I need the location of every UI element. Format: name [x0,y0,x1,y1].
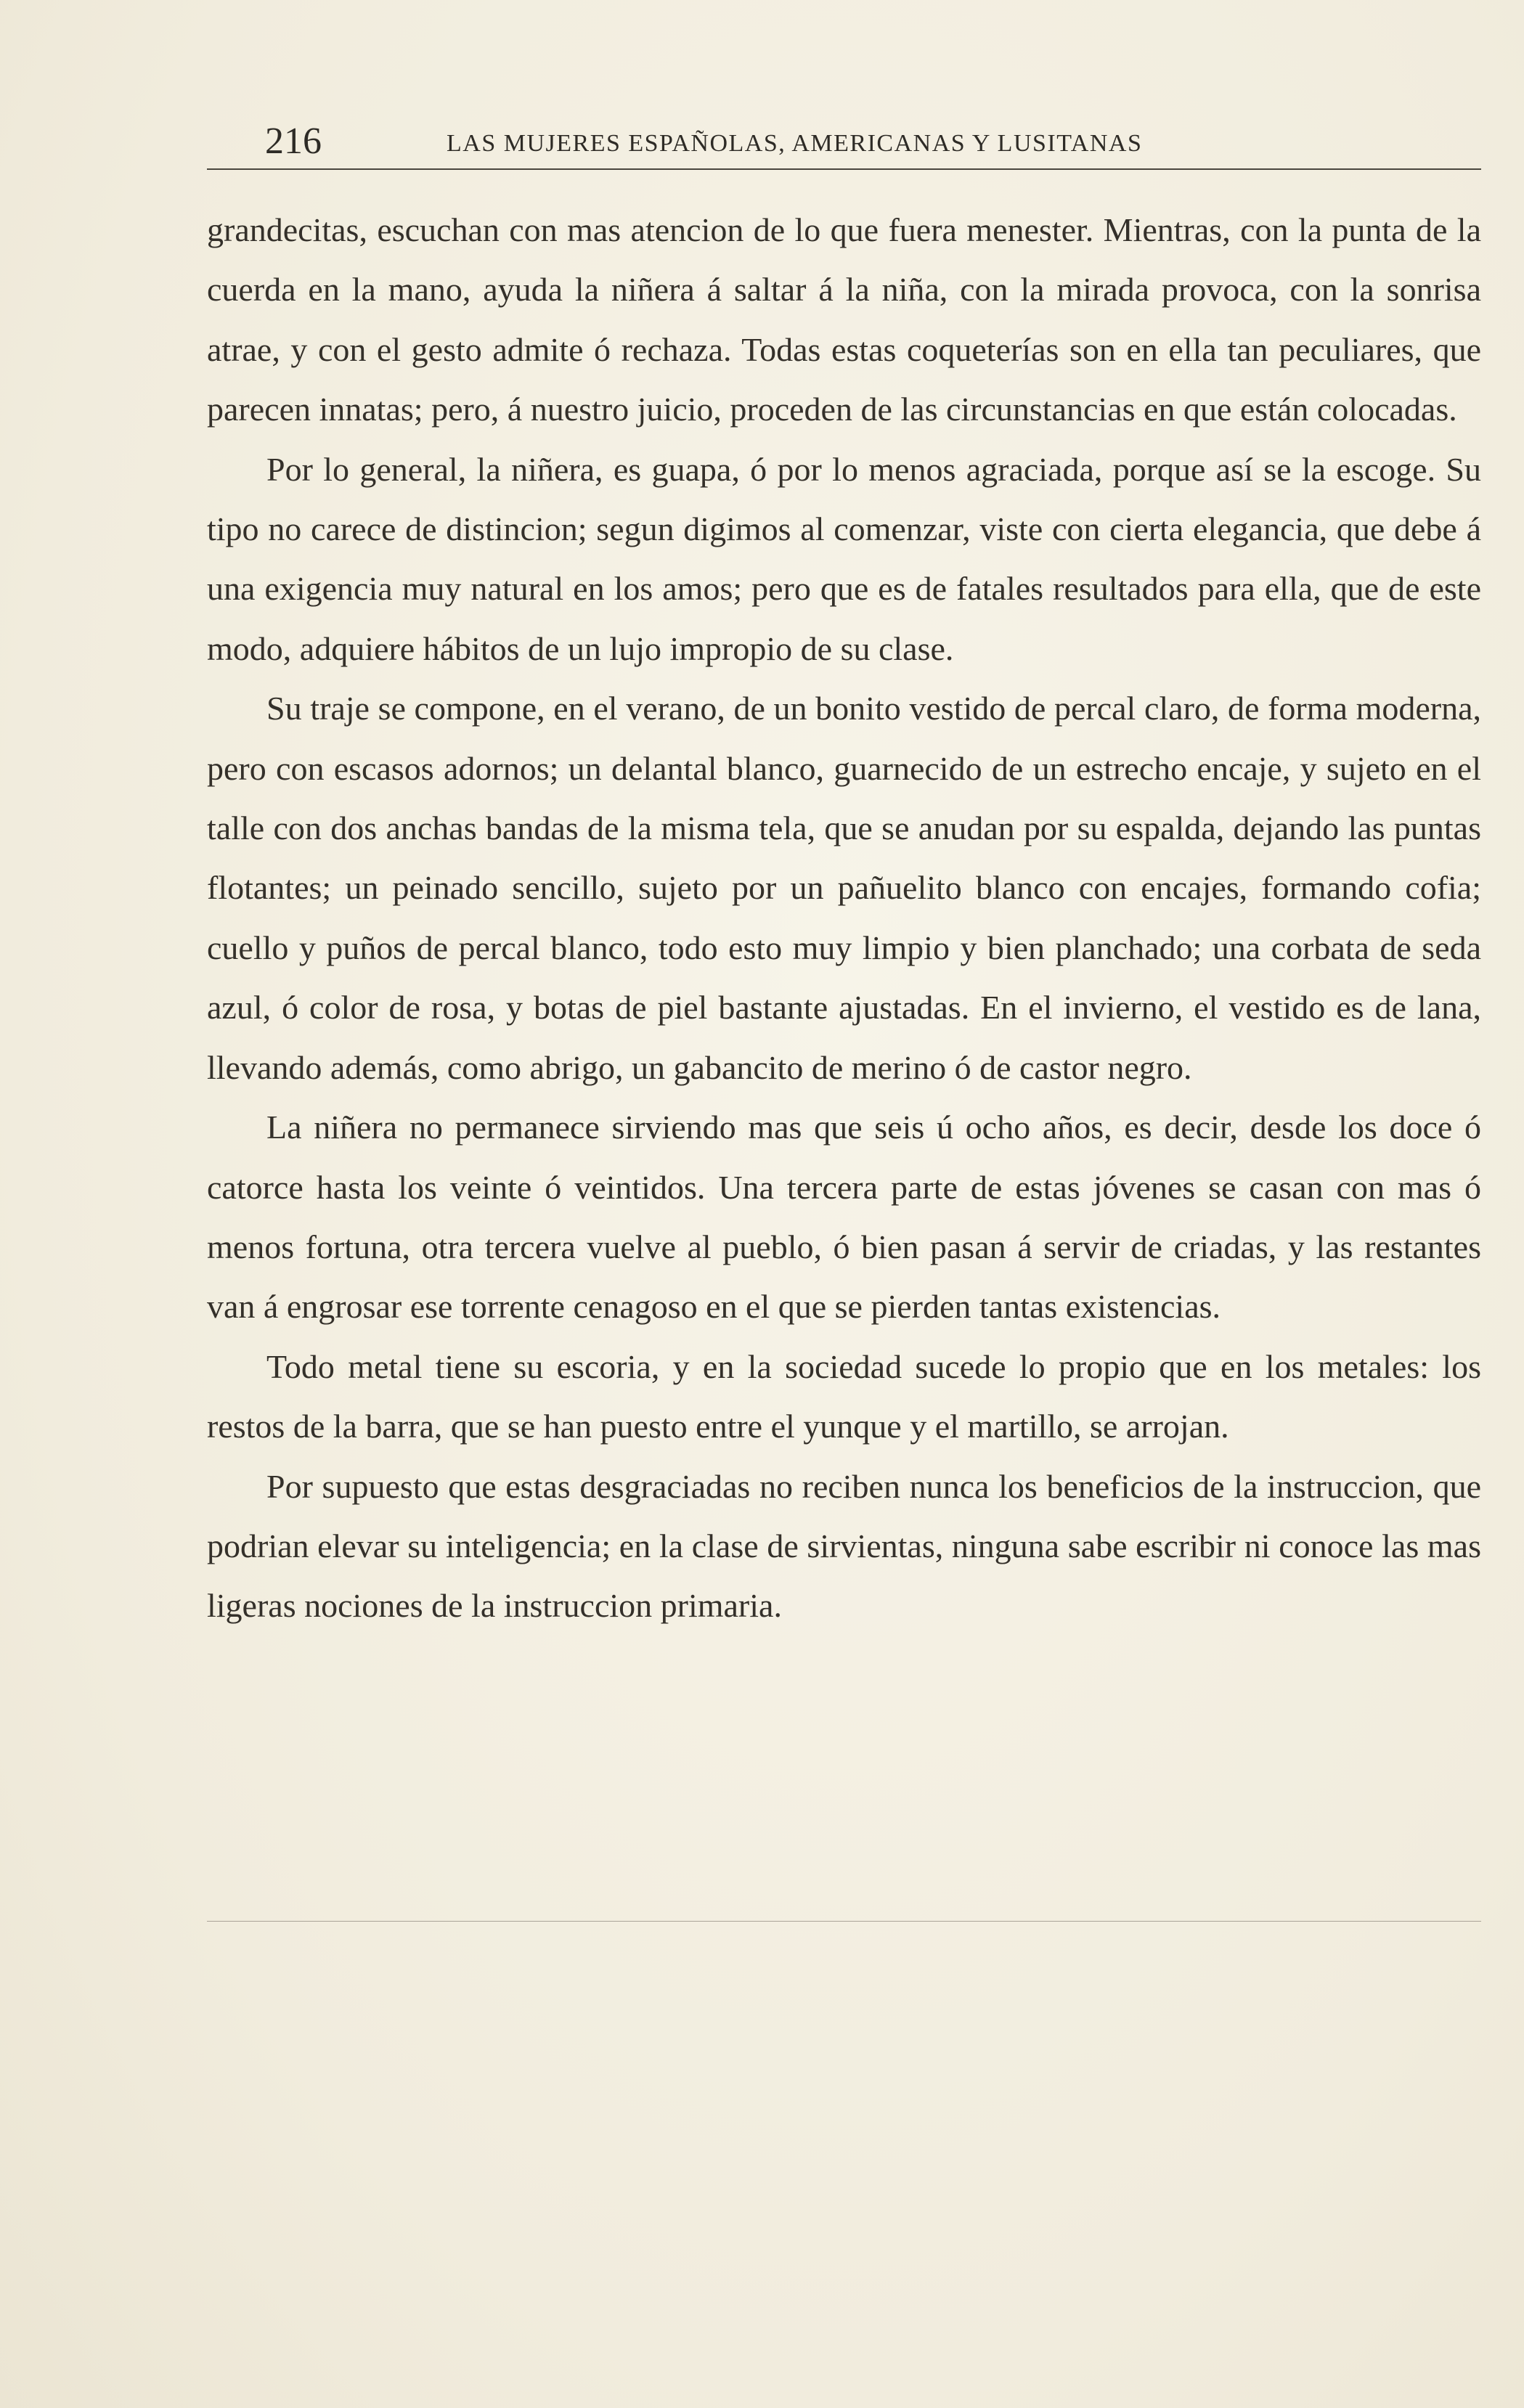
paragraph-1: grandecitas, escuchan con mas atencion de lo que fuera menester. Mientras, con la punta de la cuerda en la mano, ayuda la niñera á saltar á la niña, con la mirada provoca, con la sonrisa atrae, y con el gesto admite ó rechaza. Todas estas coqueterías son en ella tan peculiares, que parecen innatas; pero, á nuestro juicio, proceden de las circunstancias en que están colocadas. [207,211,1481,428]
body-text [207,200,1481,1636]
paragraph-2: Por lo general, la niñera, es guapa, ó por lo menos agraciada, porque así se la escoge. Su tipo no carece de distincion; segun digimos al comenzar, viste con cierta elegancia, que debe á una exigencia muy natural en los amos; pero que es de fatales resultados para ella, que de este modo, adquiere hábitos de un lujo impropio de su clase. [207,450,1481,667]
paragraph-5: Todo metal tiene su escoria, y en la sociedad sucede lo propio que en los metales: los restos de la barra, que se han puesto entre el yunque y el martillo, se arrojan. [207,1347,1481,1445]
paragraph-3: Su traje se compone, en el verano, de un bonito vestido de percal claro, de forma moderna, pero con escasos adornos; un delantal blanco, guarnecido de un estrecho encaje, y sujeto en el talle con dos anchas bandas de la misma tela, que se anudan por su espalda, dejando las puntas flotantes; un peinado sencillo, sujeto por un pañuelito blanco con encajes, formando cofia; cuello y puños de percal blanco, todo esto muy limpio y bien planchado; una corbata de seda azul, ó color de rosa, y botas de piel bastante ajustadas. En el invierno, el vestido es de lana, llevando además, como abrigo, un gabancito de merino ó de castor negro. [207,690,1481,1086]
bottom-rule [207,1921,1481,1922]
running-title: LAS MUJERES ESPAÑOLAS, AMERICANAS Y LUSITANAS [447,130,1143,157]
page-header [207,116,1481,167]
header-rule [207,168,1481,170]
paragraph-6: Por supuesto que estas desgraciadas no reciben nunca los beneficios de la instruccion, que podrian elevar su inteligencia; en la clase de sirvientas, ninguna sabe escribir ni conoce las mas ligeras nociones de la instruccion primaria. [207,1467,1481,1625]
paragraph-4: La niñera no permanece sirviendo mas que seis ú ocho años, es decir, desde los doce ó catorce hasta los veinte ó veintidos. Una tercera parte de estas jóvenes se casan con mas ó menos fortuna, otra tercera vuelve al pueblo, ó bien pasan á servir de criadas, y las restantes van á engrosar ese torrente cenagoso en el que se pierden tantas existencias. [207,1109,1481,1326]
page-number: 216 [265,121,322,162]
